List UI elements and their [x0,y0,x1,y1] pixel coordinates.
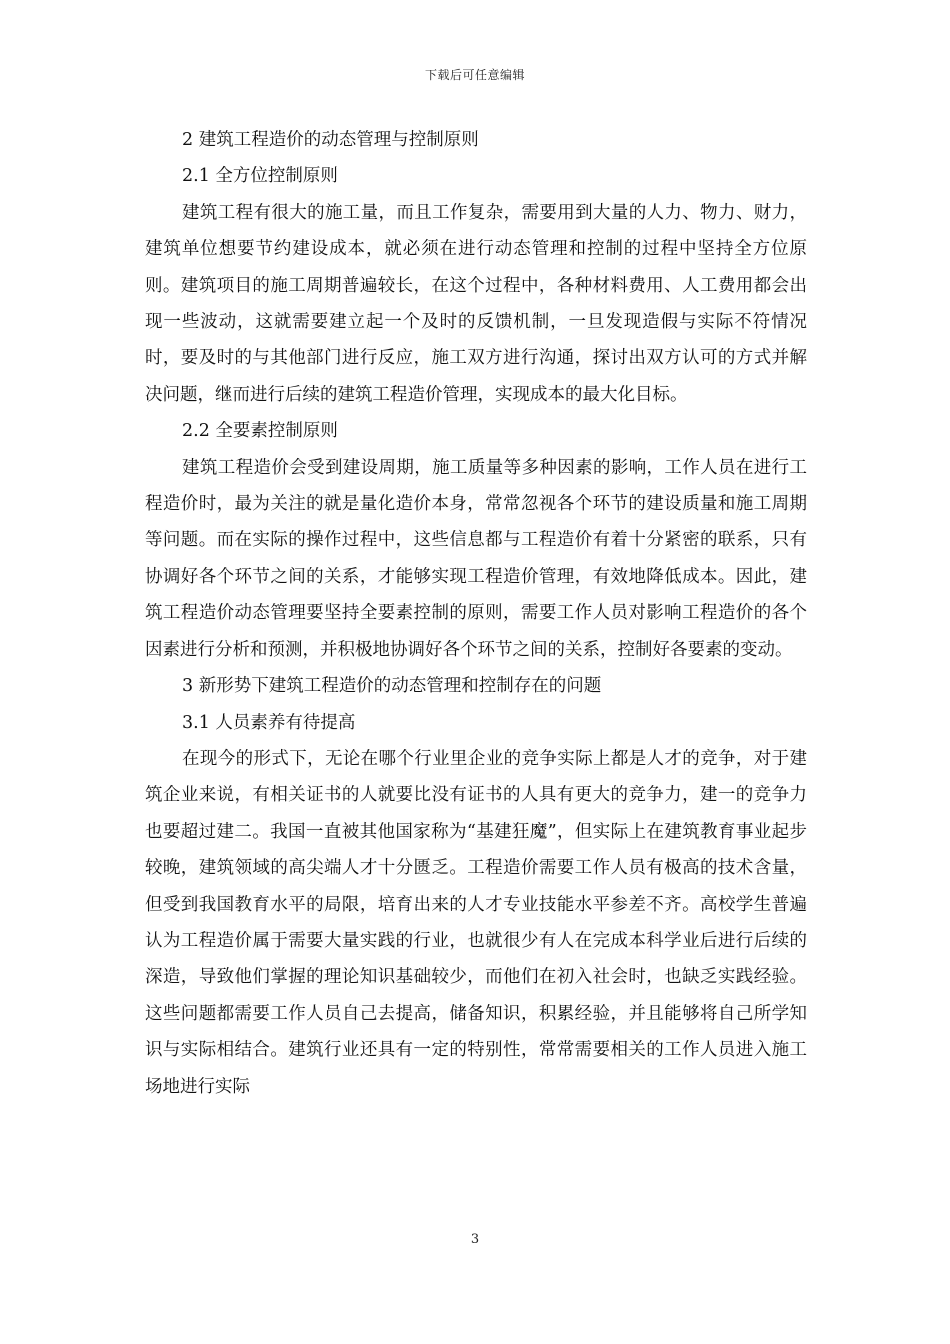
page-header-note: 下载后可任意编辑 [424,68,525,82]
document-body [145,122,807,1105]
page-number: 3 [470,1232,480,1247]
paragraph-2-2: 建筑工程造价会受到建设周期，施工质量等多种因素的影响，工作人员在进行工程造价时，最为关注的就是量化造价本身，常常忽视各个环节的建设质量和施工周期等问题。而在实际的操作过程中，这些信息都与工程造价有着十分紧密的联系，只有协调好各个环节之间的关系，才能够实现工程造价管理，有效地降低成本。因此，建筑工程造价动态管理要坚持全要素控制的原则，需要工作人员对影响工程造价的各个因素进行分析和预测，并积极地协调好各个环节之间的关系，控制好各要素的变动。 [145,457,807,660]
subsection-heading-2-1: 2.1 全方位控制原则 [182,166,338,187]
subsection-heading-2-2: 2.2 全要素控制原则 [182,421,338,442]
paragraph-3-1: 在现今的形式下，无论在哪个行业里企业的竞争实际上都是人才的竞争，对于建筑企业来说，有相关证书的人就要比没有证书的人具有更大的竞争力，建一的竞争力也要超过建二。我国一直被其他国家称为“基建狂魔”，但实际上在建筑教育事业起步较晚，建筑领域的高尖端人才十分匮乏。工程造价需要工作人员有极高的技术含量，但受到我国教育水平的局限，培育出来的人才专业技能水平参差不齐。高校学生普遍认为工程造价属于需要大量实践的行业，也就很少有人在完成本科学业后进行后续的深造，导致他们掌握的理论知识基础较少，而他们在初入社会时，也缺乏实践经验。这些问题都需要工作人员自己去提高，储备知识，积累经验，并且能够将自己所学知识与实际相结合。建筑行业还具有一定的特别性，常常需要相关的工作人员进入施工场地进行实际 [145,748,807,1097]
section-heading-2: 2 建筑工程造价的动态管理与控制原则 [182,130,479,150]
subsection-heading-3-1: 3.1 人员素养有待提高 [182,712,356,733]
paragraph-2-1: 建筑工程有很大的施工量，而且工作复杂，需要用到大量的人力、物力、财力，建筑单位想要节约建设成本，就必须在进行动态管理和控制的过程中坚持全方位原则。建筑项目的施工周期普遍较长，在这个过程中，各种材料费用、人工费用都会出现一些波动，这就需要建立起一个及时的反馈机制，一旦发现造假与实际不符情况时，要及时的与其他部门进行反应，施工双方进行沟通，探讨出双方认可的方式并解决问题，继而进行后续的建筑工程造价管理，实现成本的最大化目标。 [145,202,807,405]
section-heading-3: 3 新形势下建筑工程造价的动态管理和控制存在的问题 [182,676,602,697]
